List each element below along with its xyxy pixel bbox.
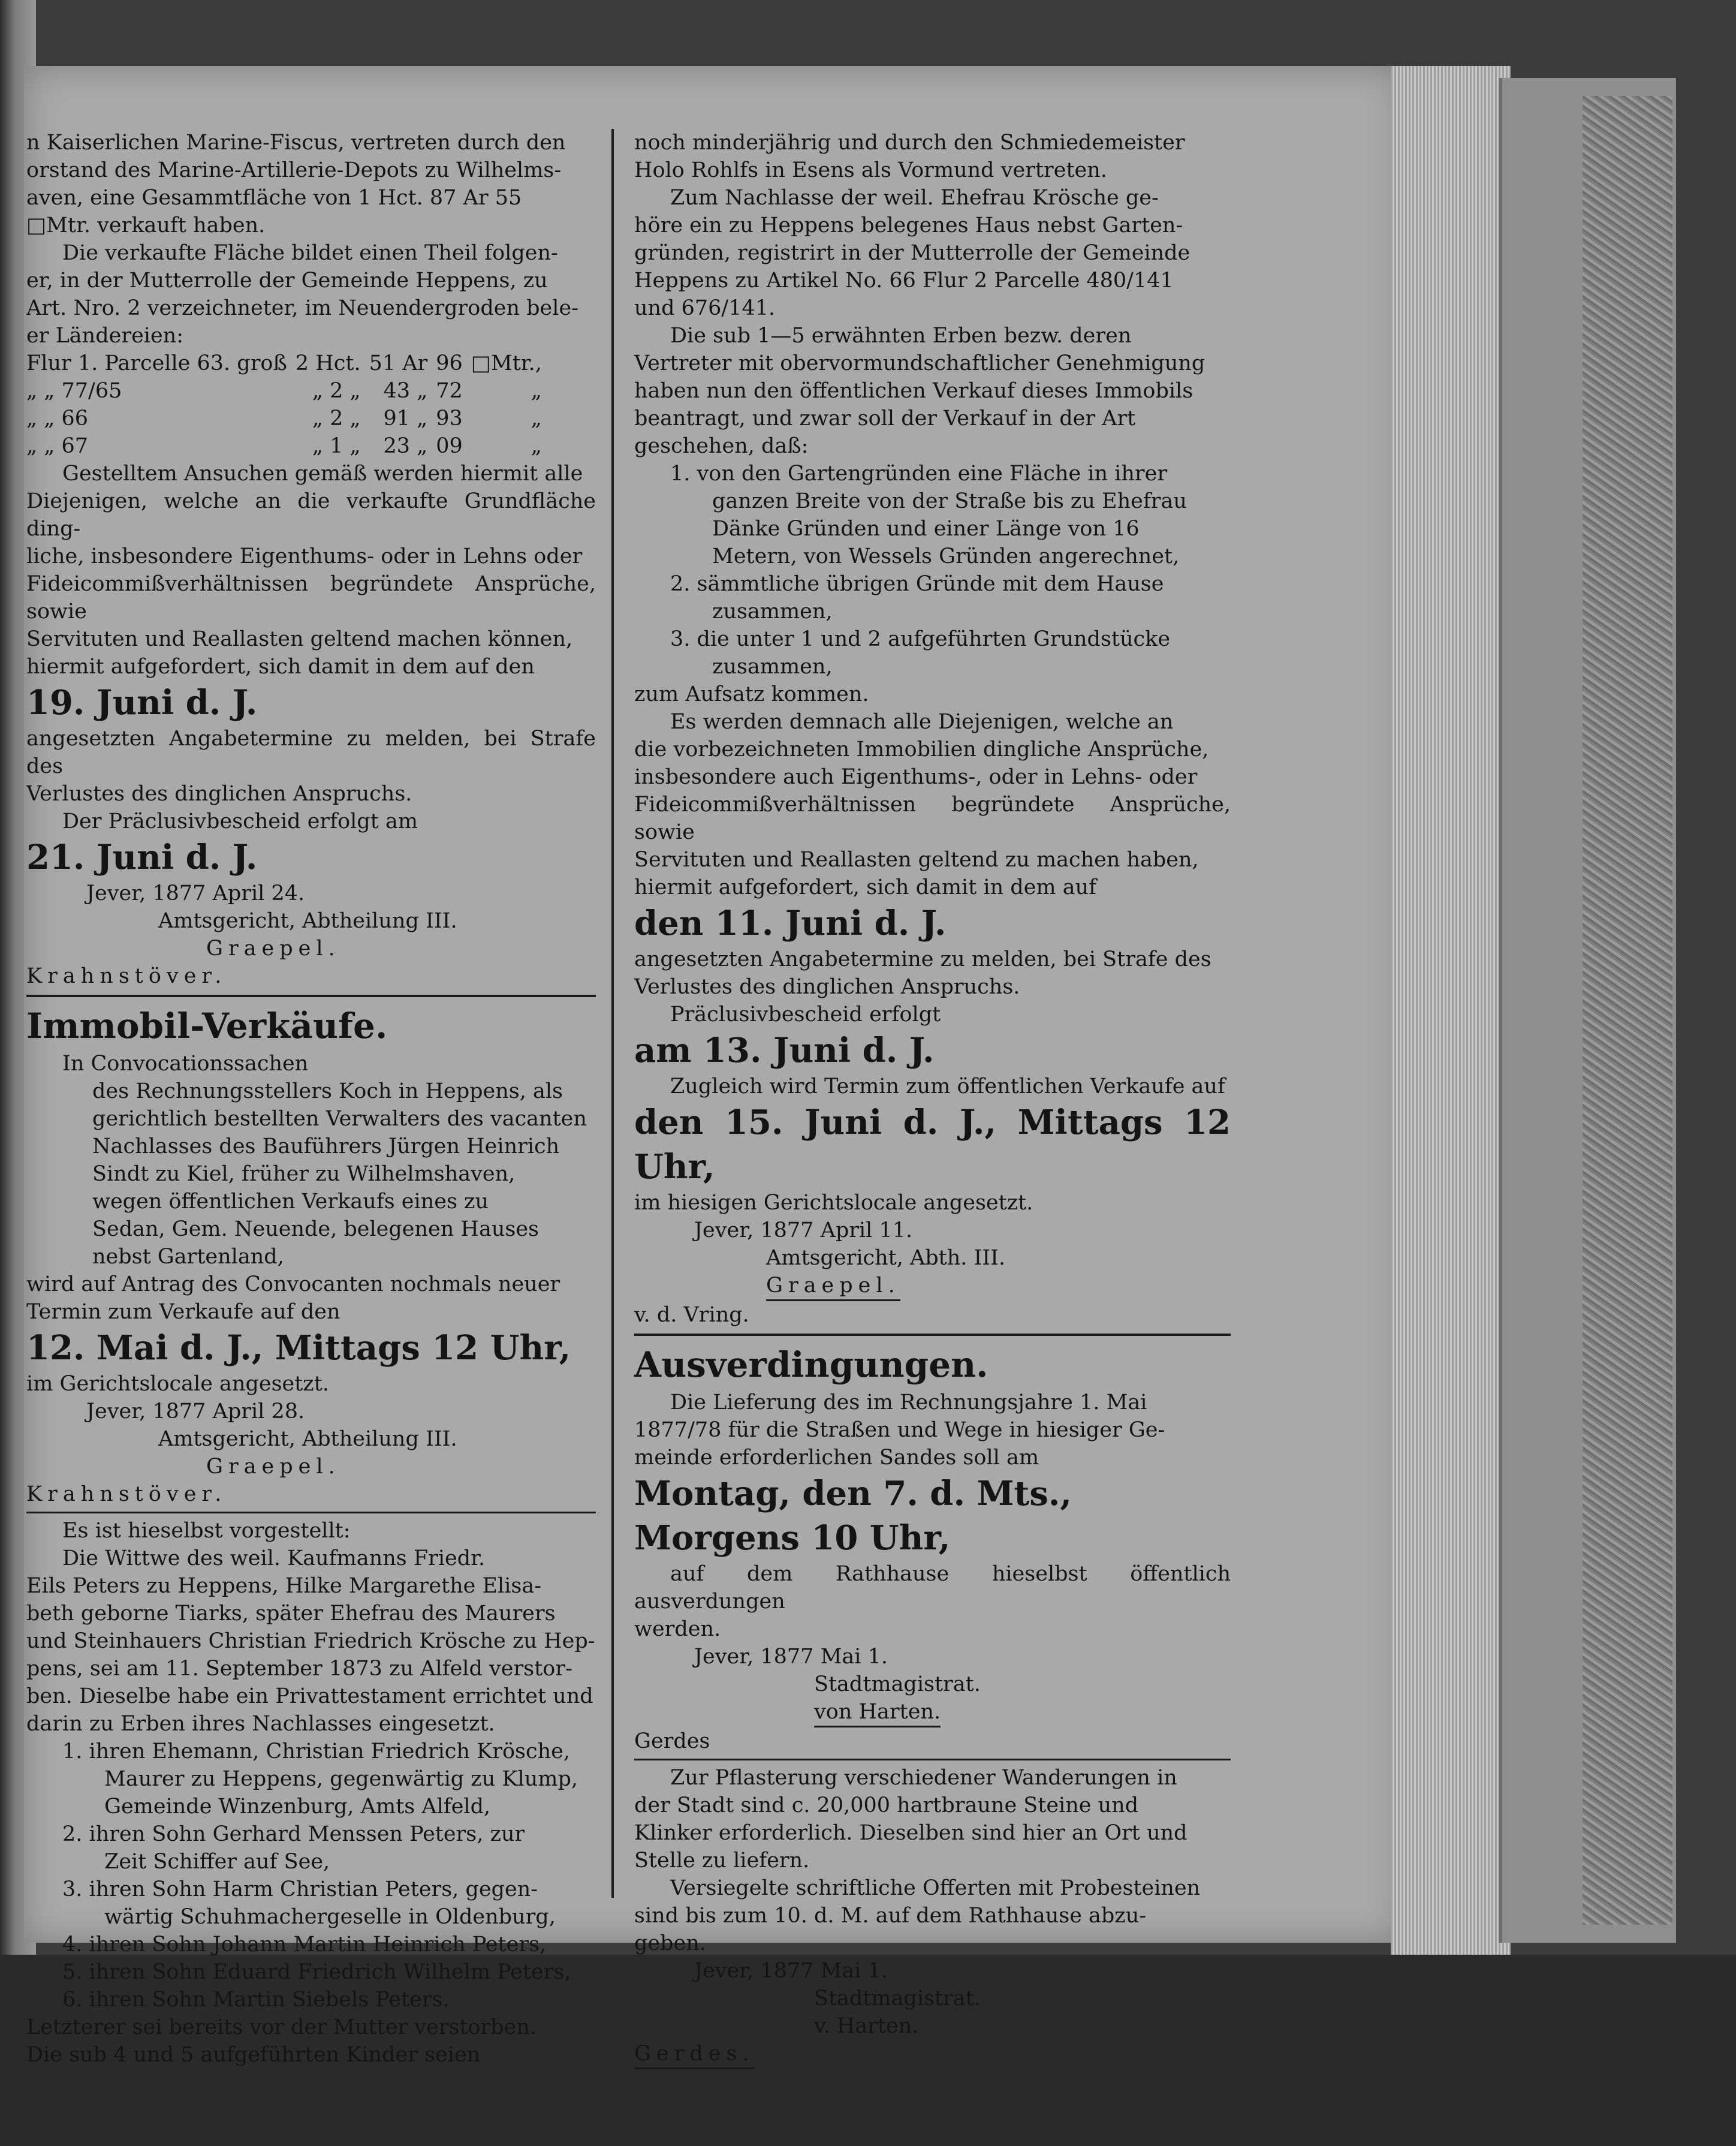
left-column: [26, 129, 596, 2069]
signature: Gerdes.: [634, 2040, 755, 2069]
text-line: meinde erforderlichen Sandes soll am: [634, 1446, 1039, 1470]
text-line: angesetzten Angabetermine zu melden, bei Strafe des: [634, 947, 1211, 971]
text-line: Zum Nachlasse der weil. Ehefrau Krösche ge-: [670, 186, 1159, 210]
table-row: Flur 1. Parcelle 63. groß 2 Hct. 51 Ar 96 □Mtr.,: [26, 351, 542, 375]
section-rule: [26, 1512, 596, 1513]
text-line: noch minderjährig und durch den Schmiedemeister: [634, 131, 1185, 155]
text-line: Verlustes des dinglichen Anspruchs.: [26, 782, 412, 806]
text-line: Fideicommißverhältnissen begründete Ansprüche, sowie: [634, 793, 1231, 844]
signature: Graepel.: [206, 1455, 340, 1479]
text-line: Der Präclusivbescheid erfolgt am: [62, 809, 418, 833]
text-line: nebst Gartenland,: [92, 1245, 284, 1269]
section-heading: Immobil-Verkäufe.: [26, 1006, 388, 1046]
text-line: im hiesigen Gerichtslocale angesetzt.: [634, 1191, 1033, 1215]
text-line: hiermit aufgefordert, sich damit in dem auf den: [26, 655, 535, 679]
text-line: Heppens zu Artikel No. 66 Flur 2 Parcelle 480/141: [634, 269, 1174, 293]
court-name: Amtsgericht, Abth. III.: [766, 1246, 1006, 1270]
place-date: Jever, 1877 April 28.: [86, 1399, 305, 1423]
text-line: Servituten und Reallasten geltend zu machen haben,: [634, 848, 1199, 872]
text-line: Letzterer sei bereits vor der Mutter verstorben.: [26, 2015, 537, 2039]
list-item: zusammen,: [712, 600, 833, 624]
notice-peters-estate: [26, 1517, 596, 2069]
text-line: Die sub 4 und 5 aufgeführten Kinder seien: [26, 2043, 481, 2067]
text-line: Gestelltem Ansuchen gemäß werden hiermit alle: [62, 462, 583, 486]
text-line: angesetzten Angabetermine zu melden, bei Strafe des: [26, 727, 596, 778]
text-line: wird auf Antrag des Convocanten nochmals neuer: [26, 1272, 560, 1296]
text-line: Nachlasses des Bauführers Jürgen Heinrich: [92, 1134, 560, 1158]
text-line: des Rechnungsstellers Koch in Heppens, als: [92, 1079, 563, 1103]
text-line: haben nun den öffentlichen Verkauf dieses Immobils: [634, 379, 1194, 403]
text-line: gerichtlich bestellten Verwalters des vacanten: [92, 1107, 587, 1131]
notice-pflasterung: [634, 1764, 1231, 2069]
text-line: Eils Peters zu Heppens, Hilke Margarethe Elisa-: [26, 1574, 542, 1598]
text-line: orstand des Marine-Artillerie-Depots zu Wilhelms-: [26, 158, 562, 182]
text-line: Art. Nro. 2 verzeichneter, im Neuendergroden bele-: [26, 296, 578, 320]
signature: v. d. Vring.: [634, 1303, 749, 1327]
date-heading: 19. Juni d. J.: [26, 683, 258, 723]
text-line: Verlustes des dinglichen Anspruchs.: [634, 975, 1020, 999]
text-line: werden.: [634, 1617, 721, 1641]
section-rule: [634, 1759, 1231, 1760]
section-heading: Ausverdingungen.: [634, 1344, 988, 1385]
text-line: n Kaiserlichen Marine-Fiscus, vertreten durch den: [26, 131, 566, 155]
list-item: zusammen,: [712, 655, 833, 679]
text-line: auf dem Rathhause hieselbst öffentlich ausverdungen: [634, 1562, 1231, 1614]
text-line: Termin zum Verkaufe auf den: [26, 1300, 340, 1324]
text-line: Es ist hieselbst vorgestellt:: [62, 1519, 351, 1543]
text-line: zum Aufsatz kommen.: [634, 682, 869, 706]
list-item: 4. ihren Sohn Johann Martin Heinrich Peters,: [62, 1933, 547, 1957]
text-line: wegen öffentlichen Verkaufs eines zu: [92, 1190, 489, 1214]
text-line: und 676/141.: [634, 296, 776, 320]
court-name: Amtsgericht, Abtheilung III.: [158, 1427, 457, 1451]
court-name: Amtsgericht, Abtheilung III.: [158, 909, 457, 933]
text-line: aven, eine Gesammtfläche von 1 Hct. 87 Ar 55: [26, 186, 522, 210]
text-line: und Steinhauers Christian Friedrich Krösche zu Hep-: [26, 1629, 595, 1653]
signature: v. Harten.: [814, 2014, 919, 2038]
list-item: Zeit Schiffer auf See,: [104, 1850, 330, 1874]
page-edges: [1391, 66, 1511, 1955]
section-rule: [634, 1334, 1231, 1336]
text-line: Zugleich wird Termin zum öffentlichen Verkaufe auf: [670, 1074, 1225, 1098]
date-heading: 12. Mai d. J., Mittags 12 Uhr,: [26, 1328, 571, 1368]
date-heading: den 15. Juni d. J., Mittags 12 Uhr,: [634, 1103, 1231, 1187]
marbled-cover: [1583, 96, 1672, 1925]
text-line: Die sub 1—5 erwähnten Erben bezw. deren: [670, 324, 1132, 348]
date-heading: am 13. Juni d. J.: [634, 1031, 935, 1070]
list-item: 6. ihren Sohn Martin Siebels Peters.: [62, 1988, 450, 2012]
text-line: die vorbezeichneten Immobilien dingliche Ansprüche,: [634, 738, 1209, 762]
text-line: Zur Pflasterung verschiedener Wanderungen in: [670, 1766, 1177, 1790]
text-line: Klinker erforderlich. Dieselben sind hier an Ort und: [634, 1821, 1188, 1845]
list-item: 2. ihren Sohn Gerhard Menssen Peters, zur: [62, 1822, 525, 1846]
right-column: [634, 129, 1231, 2069]
place-date: Jever, 1877 Mai 1.: [694, 1645, 888, 1669]
list-item: 1. ihren Ehemann, Christian Friedrich Krösche,: [62, 1739, 570, 1763]
notice-marine-fiscus: [26, 129, 596, 990]
text-line: darin zu Erben ihres Nachlasses eingesetzt.: [26, 1712, 495, 1736]
text-line: 1877/78 für die Straßen und Wege in hiesiger Ge-: [634, 1418, 1165, 1442]
text-line: Versiegelte schriftliche Offerten mit Probesteinen: [670, 1876, 1201, 1900]
list-item: 3. ihren Sohn Harm Christian Peters, gegen-: [62, 1877, 538, 1901]
text-line: Servituten und Reallasten geltend machen können,: [26, 627, 573, 651]
text-line: Präclusivbescheid erfolgt: [670, 1003, 941, 1027]
text-line: geben.: [634, 1931, 706, 1955]
column-divider: [611, 129, 614, 1898]
text-line: der Stadt sind c. 20,000 hartbraune Steine und: [634, 1793, 1139, 1817]
list-item: ganzen Breite von der Straße bis zu Ehefrau: [712, 489, 1187, 513]
place-date: Jever, 1877 April 11.: [694, 1218, 913, 1242]
text-line: Es werden demnach alle Diejenigen, welche an: [670, 710, 1174, 734]
issuer: Stadtmagistrat.: [814, 1987, 981, 2010]
text-line: pens, sei am 11. September 1873 zu Alfeld verstor-: [26, 1657, 572, 1681]
text-line: □Mtr. verkauft haben.: [26, 213, 266, 237]
list-item: 5. ihren Sohn Eduard Friedrich Wilhelm Peters,: [62, 1960, 571, 1984]
text-line: insbesondere auch Eigenthums-, oder in Lehns- oder: [634, 765, 1198, 789]
signature: Krahnstöver.: [26, 964, 227, 988]
list-item: Dänke Gründen und einer Länge von 16: [712, 517, 1140, 541]
list-item: Maurer zu Heppens, gegenwärtig zu Klump,: [104, 1767, 578, 1791]
text-line: beth geborne Tiarks, später Ehefrau des Maurers: [26, 1602, 556, 1626]
text-line: ben. Dieselbe habe ein Privattestament errichtet und: [26, 1684, 593, 1708]
date-heading: Morgens 10 Uhr,: [634, 1518, 951, 1558]
text-line: beantragt, und zwar soll der Verkauf in der Art: [634, 407, 1136, 431]
text-line: er Ländereien:: [26, 324, 184, 348]
table-row: „ „ 67 „ 1 „ 23 „ 09 „: [26, 434, 542, 458]
text-line: im Gerichtslocale angesetzt.: [26, 1372, 329, 1396]
text-line: Stelle zu liefern.: [634, 1849, 810, 1873]
text-line: Die Lieferung des im Rechnungsjahre 1. Mai: [670, 1390, 1147, 1414]
date-heading: Montag, den 7. d. Mts.,: [634, 1474, 1072, 1513]
text-line: hiermit aufgefordert, sich damit in dem auf: [634, 875, 1097, 899]
list-item: wärtig Schuhmachergeselle in Oldenburg,: [104, 1905, 556, 1929]
text-line: Vertreter mit obervormundschaftlicher Genehmigung: [634, 351, 1205, 375]
signature: Gerdes: [634, 1729, 710, 1753]
text-line: In Convocationssachen: [62, 1052, 309, 1076]
list-item: 2. sämmtliche übrigen Gründe mit dem Hause: [670, 572, 1164, 596]
place-date: Jever, 1877 Mai 1.: [694, 1959, 888, 1983]
list-item: 1. von den Gartengründen eine Fläche in ihrer: [670, 462, 1168, 486]
text-line: sind bis zum 10. d. M. auf dem Rathhause abzu-: [634, 1904, 1147, 1928]
section-rule: [26, 995, 596, 997]
text-line: Sindt zu Kiel, früher zu Wilhelmshaven,: [92, 1162, 516, 1186]
date-heading: 21. Juni d. J.: [26, 838, 258, 877]
text-line: geschehen, daß:: [634, 434, 809, 458]
text-line: Holo Rohlfs in Esens als Vormund vertreten.: [634, 158, 1107, 182]
signature: Krahnstöver.: [26, 1482, 227, 1506]
text-line: höre ein zu Heppens belegenes Haus nebst Garten-: [634, 213, 1183, 237]
notice-peters-estate-continued: [634, 129, 1231, 1329]
table-row: „ „ 66 „ 2 „ 91 „ 93 „: [26, 407, 542, 431]
parcel-table: [26, 350, 550, 460]
signature: Graepel.: [206, 937, 340, 961]
text-line: er, in der Mutterrolle der Gemeinde Heppens, zu: [26, 269, 548, 293]
list-item: Metern, von Wessels Gründen angerechnet,: [712, 544, 1180, 568]
list-item: 3. die unter 1 und 2 aufgeführten Grundstücke: [670, 627, 1171, 651]
text-line: Diejenigen, welche an die verkaufte Grundfläche ding-: [26, 489, 596, 541]
text-line: liche, insbesondere Eigenthums- oder in Lehns oder: [26, 544, 583, 568]
list-item: Gemeinde Winzenburg, Amts Alfeld,: [104, 1795, 491, 1819]
issuer: Stadtmagistrat.: [814, 1672, 981, 1696]
table-row: „ „ 77/65 „ 2 „ 43 „ 72 „: [26, 379, 542, 403]
place-date: Jever, 1877 April 24.: [86, 881, 305, 905]
signature: von Harten.: [814, 1698, 941, 1727]
text-line: gründen, registrirt in der Mutterrolle der Gemeinde: [634, 241, 1191, 265]
text-line: Fideicommißverhältnissen begründete Ansprüche, sowie: [26, 572, 596, 624]
text-line: Die verkaufte Fläche bildet einen Theil folgen-: [62, 241, 558, 265]
notice-immobil-verkaeufe: [26, 1002, 596, 1508]
text-line: Die Wittwe des weil. Kaufmanns Friedr.: [62, 1546, 486, 1570]
signature: Graepel.: [766, 1272, 900, 1301]
notice-ausverdingungen: [634, 1341, 1231, 1755]
date-heading: den 11. Juni d. J.: [634, 904, 947, 943]
text-line: Sedan, Gem. Neuende, belegenen Hauses: [92, 1217, 539, 1241]
